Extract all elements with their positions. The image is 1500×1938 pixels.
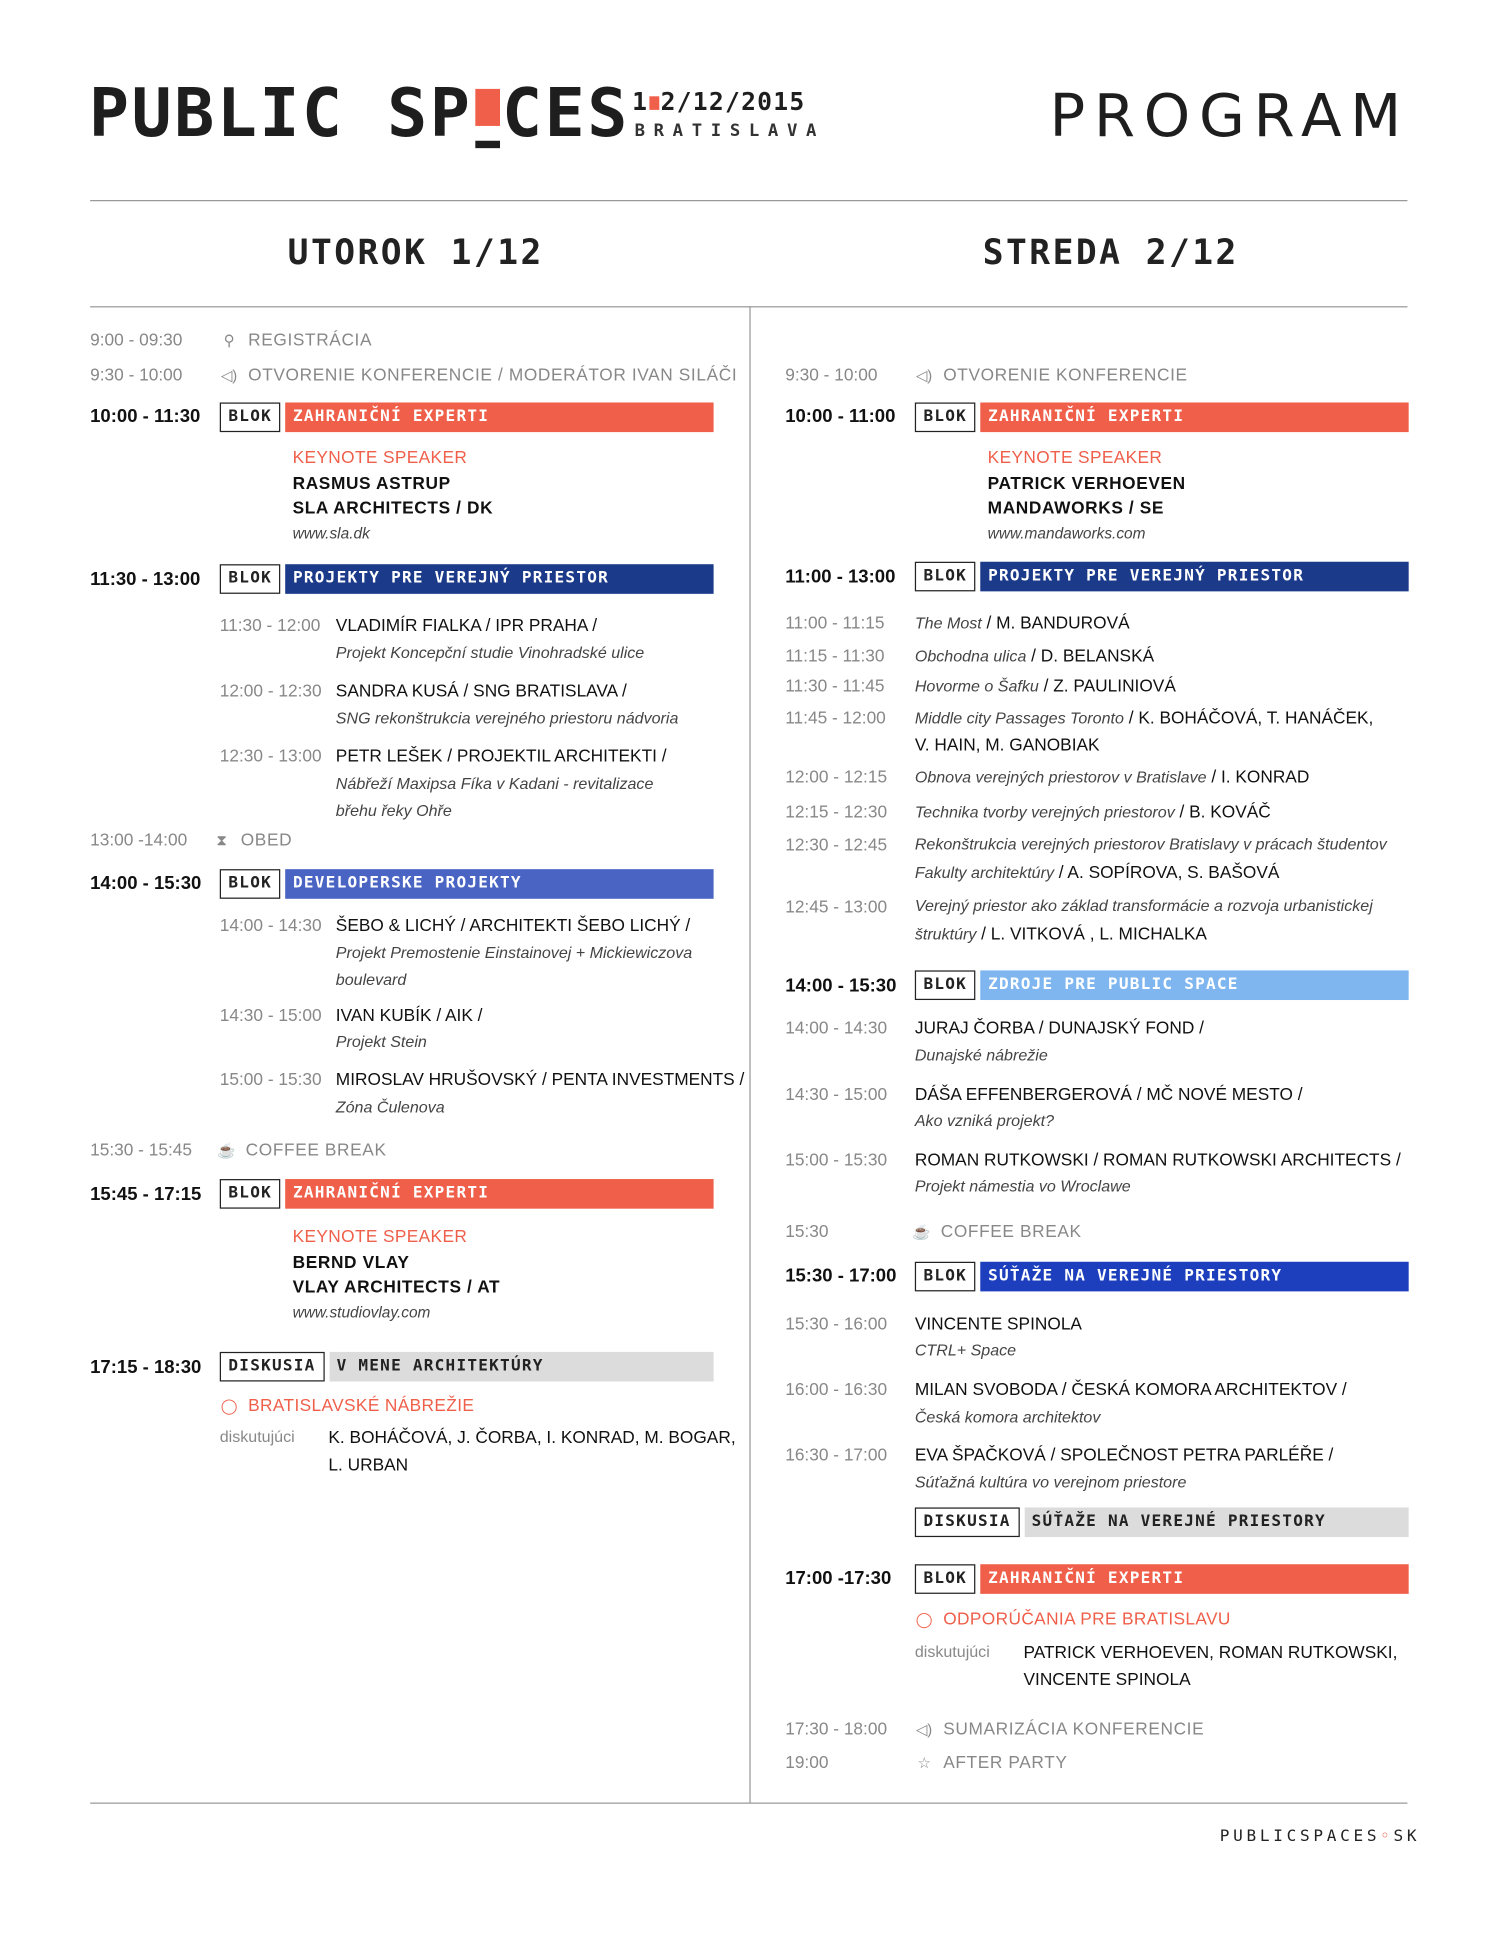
talk-item: Technika tvorby verejných priestorov / B. KOVÁČ — [914, 801, 1271, 822]
block-time: 15:45 - 17:15 — [90, 1183, 202, 1205]
talk-time: 14:30 - 15:00 — [785, 1083, 888, 1104]
talk-title: Zóna Čulenova — [335, 1097, 445, 1117]
speech-bubble-icon: ◯ — [220, 1397, 238, 1415]
talk-speaker: JURAJ ČORBA / DUNAJSKÝ FOND / — [914, 1017, 1204, 1038]
talk-title: SNG rekonštrukcia verejného priestoru nádvoria — [335, 708, 679, 728]
event-dates: 1 2/12/2015 — [632, 86, 806, 117]
talk-title: Nábřeží Maxipsa Fíka v Kadani - revitalizace — [335, 774, 654, 793]
schedule-row: ◁) SUMARIZÁCIA KONFERENCIE — [915, 1715, 1204, 1743]
block-header — [915, 402, 1409, 432]
talk-title: Projekt Stein — [335, 1032, 427, 1051]
talk-title: Projekt Koncepční studie Vinohradské ulice — [335, 643, 645, 662]
block-time: 17:15 - 18:30 — [90, 1356, 202, 1378]
block-time: 14:00 - 15:30 — [785, 975, 897, 997]
schedule-row: ⚲ REGISTRÁCIA — [220, 326, 372, 354]
discussion-tag: DISKUSIA — [915, 1507, 1019, 1537]
logo: PUBLIC SP CES — [88, 74, 630, 152]
talk-title: Súťažná kultúra vo verejnom priestore — [914, 1472, 1187, 1492]
footer-website[interactable]: PUBLICSPACES◦SK — [1219, 1827, 1421, 1846]
talk-speaker: IVAN KUBÍK / AIK / — [335, 1004, 483, 1025]
block-title: ZAHRANIČNÍ EXPERTI — [286, 1179, 714, 1209]
block-time: 11:30 - 13:00 — [90, 569, 201, 591]
block-tag: BLOK — [220, 869, 281, 899]
discussants: VINCENTE SPINOLA — [1023, 1669, 1191, 1689]
talk-speaker: EVA ŠPAČKOVÁ / SPOLEČNOST PETRA PARLÉŘE / — [914, 1444, 1334, 1465]
discussion-topic: ◯ ODPORÚČANIA PRE BRATISLAVU — [915, 1605, 1231, 1633]
talk-time: 15:00 - 15:30 — [219, 1069, 322, 1089]
block-tag: BLOK — [915, 1564, 976, 1594]
star-icon: ☆ — [917, 1754, 931, 1772]
talk-title: Dunajské nábrežie — [914, 1045, 1048, 1065]
block-time: 17:00 -17:30 — [785, 1567, 892, 1589]
schedule-row: ☕ COFFEE BREAK — [912, 1217, 1081, 1245]
schedule-row: ☕ COFFEE BREAK — [217, 1136, 386, 1164]
talk-time: 14:30 - 15:00 — [219, 1004, 322, 1025]
block-header — [220, 869, 714, 899]
event-city: BRATISLAVA — [634, 120, 826, 141]
discussion-header — [915, 1507, 1409, 1537]
talk-title: Verejný priestor ako základ transformácie a rozvoja urbanistickej — [914, 896, 1373, 915]
break-time: 15:30 - 15:45 — [90, 1139, 192, 1160]
block-tag: BLOK — [220, 402, 281, 432]
talk-time: 11:30 - 11:45 — [785, 675, 885, 696]
discussion-header — [220, 1352, 714, 1382]
talk-speaker: VLADIMÍR FIALKA / IPR PRAHA / — [335, 614, 598, 635]
talk-time: 11:45 - 12:00 — [785, 707, 886, 728]
block-tag: BLOK — [915, 1262, 976, 1292]
block-title: ZAHRANIČNÍ EXPERTI — [981, 1564, 1409, 1594]
lunch-time: 13:00 -14:00 — [90, 829, 188, 850]
block-header — [220, 1179, 714, 1209]
speaker-icon: ◁) — [915, 366, 933, 384]
block-title: ZDROJE PRE PUBLIC SPACE — [981, 970, 1409, 1000]
block-tag: BLOK — [220, 564, 281, 594]
dot-icon: ◦ — [1380, 1827, 1394, 1846]
block-title: ZAHRANIČNÍ EXPERTI — [286, 402, 714, 432]
block-time: 10:00 - 11:30 — [90, 406, 201, 428]
schedule-row: ◁) OTVORENIE KONFERENCIE — [915, 361, 1188, 389]
speaker-url[interactable]: www.studiovlay.com — [292, 1303, 431, 1322]
block-header — [220, 402, 714, 432]
schedule-row: 9:00 - 09:30 — [90, 329, 183, 350]
talk-speaker: MILAN SVOBODA / ČESKÁ KOMORA ARCHITEKTOV / — [914, 1379, 1347, 1399]
coffee-cup-icon: ☕ — [217, 1142, 236, 1160]
block-header — [915, 1262, 1409, 1292]
schedule-row: ⧗ OBED — [212, 826, 292, 854]
talk-speaker: VINCENTE SPINOLA — [914, 1313, 1082, 1334]
block-title: PROJEKTY PRE VEREJNÝ PRIESTOR — [981, 562, 1409, 592]
speaker-name: RASMUS ASTRUP — [292, 472, 451, 493]
block-header — [220, 564, 714, 594]
talk-speaker: ŠEBO & LICHÝ / ARCHITEKTI ŠEBO LICHÝ / — [335, 914, 691, 935]
talk-speaker: SANDRA KUSÁ / SNG BRATISLAVA / — [335, 680, 627, 701]
speech-bubble-icon: ◯ — [915, 1611, 933, 1629]
discussion-topic: ◯ BRATISLAVSKÉ NÁBREŽIE — [220, 1391, 475, 1419]
talk-speaker: DÁŠA EFFENBERGEROVÁ / MČ NOVÉ MESTO / — [914, 1083, 1303, 1104]
block-time: 15:30 - 17:00 — [785, 1265, 897, 1287]
discussants: PATRICK VERHOEVEN, ROMAN RUTKOWSKI, — [1023, 1642, 1398, 1662]
schedule-row: ☆ AFTER PARTY — [915, 1748, 1068, 1776]
column-divider — [749, 306, 750, 1802]
discussion-title: SÚŤAŽE NA VEREJNÉ PRIESTORY — [1024, 1507, 1408, 1537]
block-tag: BLOK — [915, 562, 976, 592]
day-heading-tuesday: UTOROK 1/12 — [287, 232, 544, 273]
discussants: K. BOHÁČOVÁ, J. ČORBA, I. KONRAD, M. BOGAR, — [328, 1427, 736, 1447]
schedule-time: 9:30 - 10:00 — [785, 364, 878, 384]
talk-speaker: MIROSLAV HRUŠOVSKÝ / PENTA INVESTMENTS / — [335, 1069, 745, 1089]
speaker-name: PATRICK VERHOEVEN — [987, 472, 1186, 493]
schedule-row: 9:30 - 10:00 — [90, 364, 183, 384]
talk-title: Česká komora architektov — [914, 1407, 1101, 1426]
talk-title: Projekt Premostenie Einstainovej + Mickiewiczova — [335, 943, 693, 962]
speaker-org: MANDAWORKS / SE — [987, 497, 1165, 518]
talk-item: Obnova verejných priestorov v Bratislave / I. KONRAD — [914, 766, 1310, 787]
talk-time: 15:30 - 16:00 — [785, 1313, 888, 1334]
block-time: 10:00 - 11:00 — [785, 406, 896, 428]
speaker-org: SLA ARCHITECTS / DK — [292, 497, 494, 518]
talk-item: Fakulty architektúry / A. SOPÍROVA, S. BAŠOVÁ — [914, 861, 1280, 882]
discussants-label: diskutujúci — [914, 1642, 990, 1661]
talk-time: 11:30 - 12:00 — [219, 614, 321, 635]
talk-time: 12:45 - 13:00 — [785, 896, 888, 917]
discussion-tag: DISKUSIA — [220, 1352, 324, 1382]
talk-time: 16:30 - 17:00 — [785, 1444, 888, 1465]
block-title: SÚŤAŽE NA VEREJNÉ PRIESTORY — [981, 1262, 1409, 1292]
block-title: DEVELOPERSKE PROJEKTY — [286, 869, 714, 899]
talk-item: The Most / M. BANDUROVÁ — [914, 612, 1130, 633]
speaker-org: VLAY ARCHITECTS / AT — [292, 1276, 501, 1297]
talk-time: 12:00 - 12:30 — [219, 680, 322, 701]
break-time: 15:30 — [785, 1221, 829, 1241]
block-title: ZAHRANIČNÍ EXPERTI — [981, 402, 1409, 432]
speaker-url[interactable]: www.mandaworks.com — [987, 524, 1146, 542]
keynote-label: KEYNOTE SPEAKER — [292, 446, 468, 467]
talk-title: CTRL+ Space — [914, 1340, 1017, 1360]
divider — [90, 200, 1407, 201]
speaker-url[interactable]: www.sla.dk — [292, 524, 370, 542]
block-tag: BLOK — [915, 970, 976, 1000]
talk-time: 16:00 - 16:30 — [785, 1379, 888, 1399]
block-header — [915, 1564, 1409, 1594]
block-tag: BLOK — [915, 402, 976, 432]
discussants-label: diskutujúci — [219, 1427, 295, 1446]
talk-speaker: PETR LEŠEK / PROJEKTIL ARCHITEKTI / — [335, 745, 667, 766]
talk-speaker: V. HAIN, M. GANOBIAK — [914, 734, 1100, 755]
discussion-title: V MENE ARCHITEKTÚRY — [329, 1352, 713, 1382]
talk-title: Ako vzniká projekt? — [914, 1111, 1055, 1130]
talk-item: Middle city Passages Toronto / K. BOHÁČOVÁ, T. HANÁČEK, — [914, 707, 1374, 728]
talk-time: 11:00 - 11:15 — [785, 612, 885, 633]
day-heading-wednesday: STREDA 2/12 — [982, 232, 1239, 273]
keynote-label: KEYNOTE SPEAKER — [987, 446, 1163, 467]
speaker-icon: ◁) — [220, 366, 238, 384]
logo-square-icon — [475, 89, 500, 126]
talk-item: Obchodna ulica / D. BELANSKÁ — [914, 645, 1155, 666]
keynote-label: KEYNOTE SPEAKER — [292, 1225, 468, 1246]
block-tag: BLOK — [220, 1179, 281, 1209]
schedule-time: 17:30 - 18:00 — [785, 1718, 888, 1739]
block-time: 14:00 - 15:30 — [90, 872, 202, 894]
talk-time: 12:30 - 12:45 — [785, 834, 888, 855]
schedule-time: 19:00 — [785, 1751, 829, 1772]
divider — [90, 1803, 1407, 1804]
block-time: 11:00 - 13:00 — [785, 566, 896, 588]
hourglass-icon: ⧗ — [216, 832, 227, 850]
talk-time: 14:00 - 14:30 — [785, 1017, 888, 1038]
talk-item: Hovorme o Šafku / Z. PAULINIOVÁ — [914, 675, 1176, 696]
talk-time: 12:30 - 13:00 — [219, 745, 322, 766]
date-square-icon — [649, 96, 659, 110]
speaker-icon: ◁) — [915, 1721, 933, 1739]
talk-time: 12:00 - 12:15 — [785, 766, 888, 787]
talk-item: štruktúry / L. VITKOVÁ , L. MICHALKA — [914, 923, 1207, 944]
key-icon: ⚲ — [223, 332, 235, 350]
speaker-name: BERND VLAY — [292, 1251, 410, 1272]
talk-title: břehu řeky Ohře — [335, 801, 452, 820]
talk-time: 14:00 - 14:30 — [219, 914, 322, 935]
talk-title: Projekt námestia vo Wroclawe — [914, 1176, 1131, 1196]
discussants: L. URBAN — [328, 1454, 409, 1475]
block-title: PROJEKTY PRE VEREJNÝ PRIESTOR — [286, 564, 714, 594]
block-header — [915, 970, 1409, 1000]
talk-time: 15:00 - 15:30 — [785, 1149, 888, 1170]
talk-time: 11:15 - 11:30 — [785, 645, 885, 666]
talk-title: boulevard — [335, 970, 407, 989]
page-title: PROGRAM — [1049, 81, 1410, 151]
coffee-cup-icon: ☕ — [912, 1223, 931, 1241]
block-header — [915, 562, 1409, 592]
schedule-row: ◁) OTVORENIE KONFERENCIE / MODERÁTOR IVAN SILÁČI — [220, 361, 737, 389]
talk-title: Rekonštrukcia verejných priestorov Bratislavy v prácach študentov — [914, 834, 1387, 854]
talk-time: 12:15 - 12:30 — [785, 801, 888, 822]
talk-speaker: ROMAN RUTKOWSKI / ROMAN RUTKOWSKI ARCHITECTS / — [914, 1149, 1401, 1170]
